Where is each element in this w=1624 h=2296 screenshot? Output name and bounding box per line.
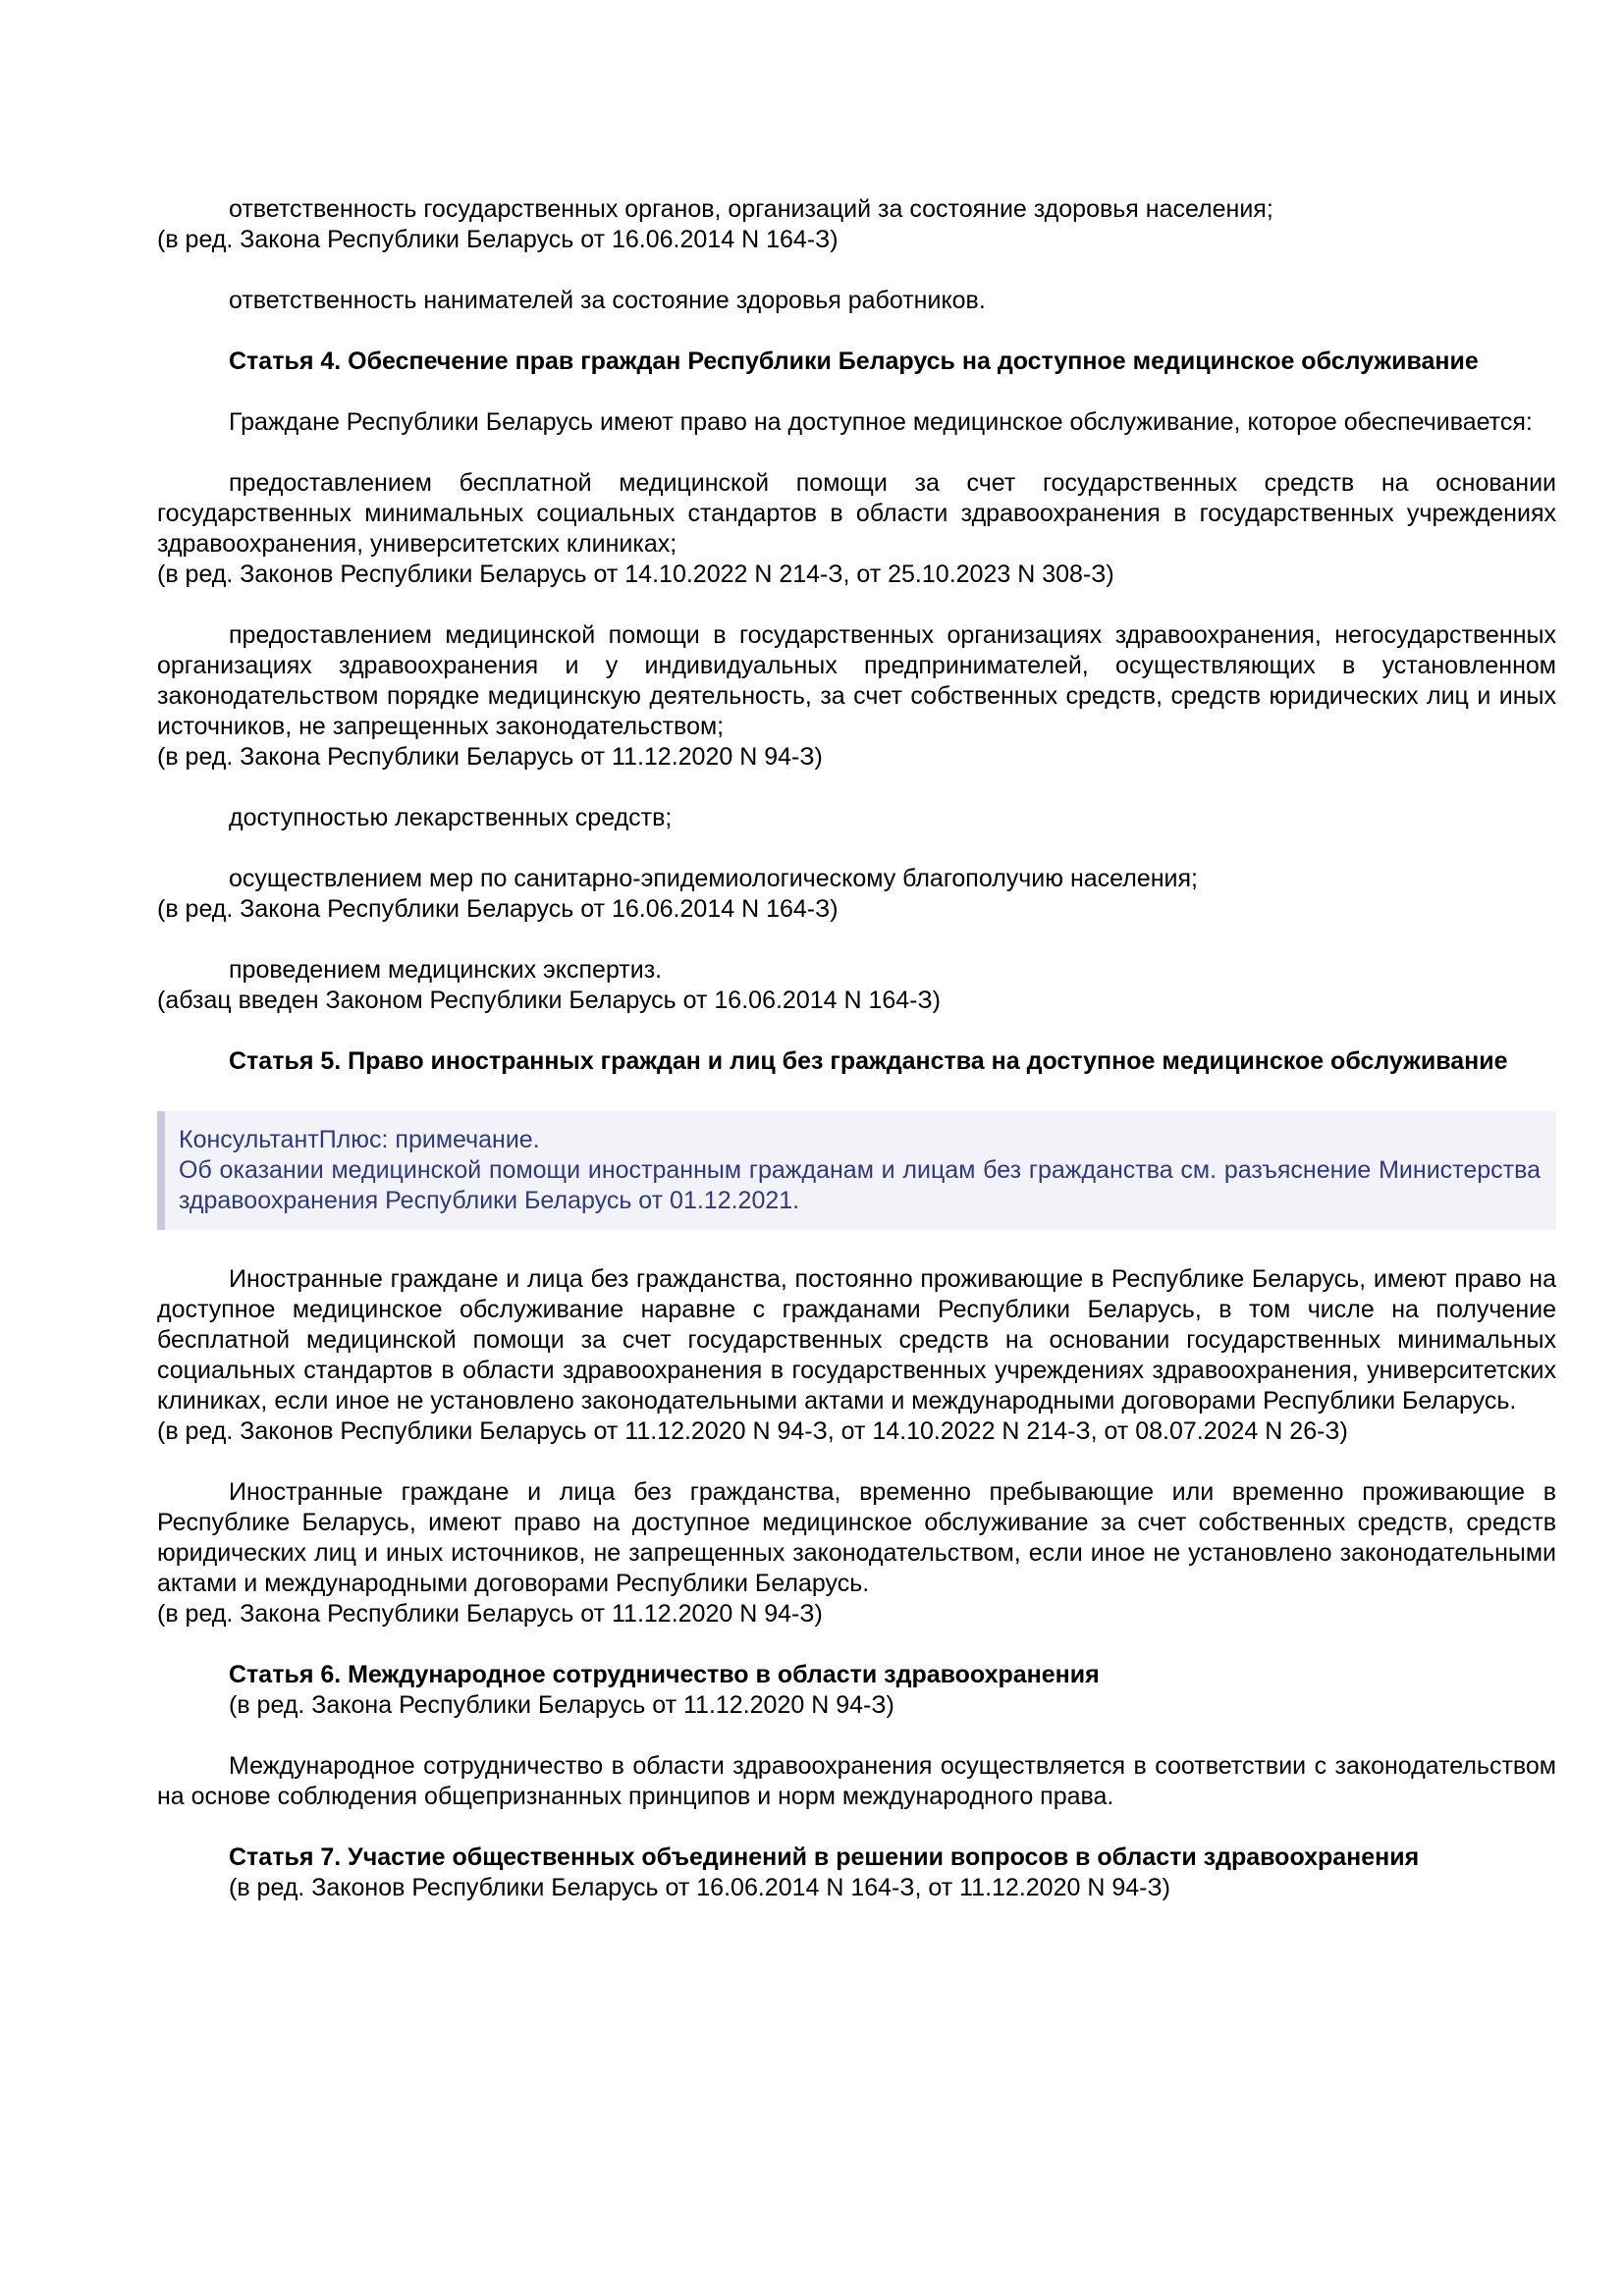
paragraph: предоставлением бесплатной медицинской помощи за счет государственных средств на основании государственных минимальных социальных стандартов в области здравоохранения в государственных учреждениях здравоохранения, университетских клиниках; — [157, 469, 1556, 558]
paragraph: доступностью лекарственных средств; — [229, 804, 673, 831]
spacer — [157, 925, 1556, 955]
spacer — [157, 438, 1556, 468]
edition-note: (в ред. Законов Республики Беларусь от 14.10.2022 N 214-З, от 25.10.2023 N 308-З) — [157, 561, 1114, 588]
spacer — [157, 1629, 1556, 1660]
spacer — [157, 833, 1556, 864]
paragraph: ответственность нанимателей за состояние здоровья работников. — [229, 287, 986, 314]
paragraph: предоставлением медицинской помощи в государственных организациях здравоохранения, негосударственных организациях здравоохранения и у индивидуальных предпринимателей, осуществляющих в установленном законодательством порядке медицинскую деятельность, за счет собственных средств, средств юридических лиц и иных источников, не запрещенных законодательством; — [157, 621, 1556, 740]
article-heading: Статья 6. Международное сотрудничество в области здравоохранения — [229, 1661, 1100, 1688]
paragraph: проведением медицинских экспертиз. — [229, 956, 663, 984]
paragraph: ответственность государственных органов, организаций за состояние здоровья населения; — [229, 195, 1273, 223]
article-heading: Статья 4. Обеспечение прав граждан Республики Беларусь на доступное медицинское обслуживание — [229, 347, 1479, 375]
edition-note: (в ред. Закона Республики Беларусь от 11.12.2020 N 94-З) — [157, 1600, 823, 1628]
edition-note: (абзац введен Законом Республики Беларусь от 16.06.2014 N 164-З) — [157, 987, 941, 1014]
paragraph: Иностранные граждане и лица без гражданства, временно пребывающие или временно проживающие в Республике Беларусь, имеют право на доступное медицинское обслуживание за счет собственных средств, средств юридических лиц и иных источников, не запрещенных законодательством, если иное не установлено законодательными актами и международными договорами Республики Беларусь. — [157, 1478, 1556, 1597]
article-heading: Статья 5. Право иностранных граждан и лиц без гражданства на доступное медицинское обслуживание — [229, 1047, 1508, 1075]
article-heading: Статья 7. Участие общественных объединений в решении вопросов в области здравоохранения — [229, 1843, 1420, 1871]
note-text: Об оказании медицинской помощи иностранным гражданам и лицам без гражданства см. разъяснение Министерства здравоохранения Республики Беларусь от 01.12.2021. — [179, 1156, 1541, 1214]
edition-note: (в ред. Закона Республики Беларусь от 16.06.2014 N 164-З) — [157, 895, 839, 923]
edition-note: (в ред. Законов Республики Беларусь от 11.12.2020 N 94-З, от 14.10.2022 N 214-З, от 08.07.2024 N 26-З) — [157, 1417, 1348, 1445]
spacer — [157, 1721, 1556, 1751]
spacer — [157, 316, 1556, 347]
edition-note: (в ред. Закона Республики Беларусь от 11.12.2020 N 94-З) — [229, 1691, 894, 1719]
spacer — [157, 1447, 1556, 1477]
edition-note: (в ред. Законов Республики Беларусь от 16.06.2014 N 164-З, от 11.12.2020 N 94-З) — [229, 1874, 1170, 1901]
paragraph: Граждане Республики Беларусь имеют право на доступное медицинское обслуживание, которое обеспечивается: — [229, 408, 1533, 436]
edition-note: (в ред. Закона Республики Беларусь от 11.12.2020 N 94-З) — [157, 743, 823, 771]
spacer — [157, 590, 1556, 620]
paragraph: Международное сотрудничество в области здравоохранения осуществляется в соответствии с законодательством на основе соблюдения общепризнанных принципов и норм международного права. — [157, 1752, 1556, 1810]
consultant-note — [157, 1111, 1556, 1230]
paragraph: осуществлением мер по санитарно-эпидемиологическому благополучию населения; — [229, 865, 1198, 892]
spacer — [157, 1016, 1556, 1046]
document-page — [157, 194, 1556, 1903]
paragraph: Иностранные граждане и лица без гражданства, постоянно проживающие в Республике Беларусь, имеют право на доступное медицинское обслуживание наравне с гражданами Республики Беларусь, в том числе на получение бесплатной медицинской помощи за счет государственных средств на основании государственных минимальных социальных стандартов в области здравоохранения в государственных учреждениях здравоохранения, университетских клиниках, если иное не установлено законодательными актами и международными договорами Республики Беларусь. — [157, 1265, 1556, 1415]
spacer — [157, 255, 1556, 286]
spacer — [157, 1812, 1556, 1842]
spacer — [157, 377, 1556, 407]
spacer — [157, 773, 1556, 803]
spacer — [157, 1230, 1556, 1264]
note-title: КонсультантПлюс: примечание. — [179, 1126, 540, 1153]
edition-note: (в ред. Закона Республики Беларусь от 16.06.2014 N 164-З) — [157, 226, 839, 253]
spacer — [157, 1077, 1556, 1111]
